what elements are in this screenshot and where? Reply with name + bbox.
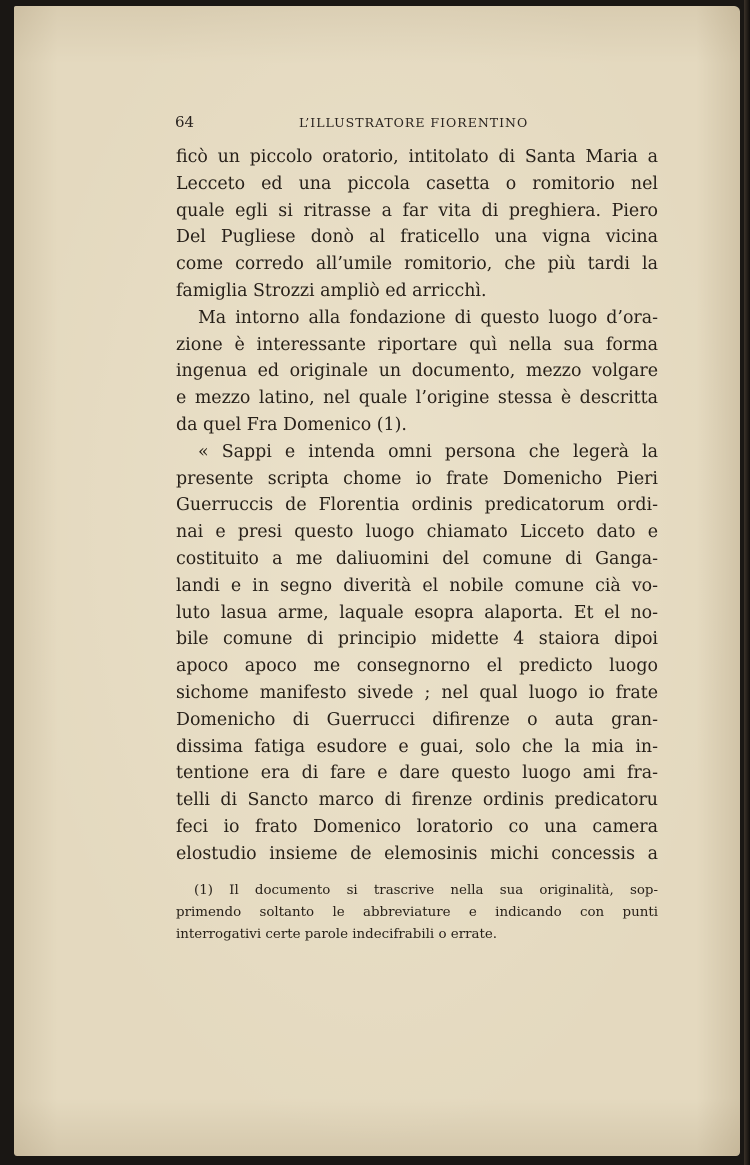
text-line: da quel Fra Domenico (1).: [176, 414, 407, 435]
paragraph-2: [176, 305, 658, 439]
text-line: Del Pugliese donò al fraticello una vigna vicina: [176, 227, 658, 248]
paragraph-3-document-quote: [176, 439, 658, 868]
text-line: apoco apoco me consegnorno el predicto luogo: [176, 656, 658, 677]
text-line: tentione era di fare e dare questo luogo ami fra-: [176, 763, 658, 784]
text-line: « Sappi e intenda omni persona che legerà la: [198, 441, 658, 462]
text-line: sichome manifesto sivede ; nel qual luogo io frate: [176, 682, 658, 703]
page-edge-shadow: [744, 0, 750, 1165]
running-title: L’ILLUSTRATORE FIORENTINO: [299, 115, 529, 130]
text-line: Guerruccis de Florentia ordinis predicatorum ordi-: [176, 495, 658, 516]
text-line: Lecceto ed una piccola casetta o romitorio nel: [176, 173, 658, 194]
footnote-line: (1) Il documento si trascrive nella sua originalità, sop-: [194, 883, 658, 898]
text-line: e mezzo latino, nel quale l’origine stessa è descritta: [176, 388, 658, 409]
text-line: come corredo all’umile romitorio, che più tardi la: [176, 254, 658, 275]
footnote: [176, 880, 658, 946]
text-line: landi e in segno diverità el nobile comune cià vo-: [176, 575, 658, 596]
footnote-line: interrogativi certe parole indecifrabili o errate.: [176, 927, 498, 942]
text-line: quale egli si ritrasse a far vita di preghiera. Piero: [176, 200, 658, 221]
text-line: presente scripta chome io frate Domenicho Pieri: [176, 468, 658, 489]
text-line: dissima fatiga esudore e guai, solo che la mia in-: [176, 736, 658, 757]
text-line: costituito a me daliuomini del comune di Ganga-: [176, 548, 658, 569]
text-line: Domenicho di Guerrucci difirenze o auta gran-: [176, 709, 658, 730]
text-line: nai e presi questo luogo chiamato Licceto dato e: [176, 522, 658, 543]
text-line: luto lasua arme, laquale esopra alaporta. Et el no-: [176, 602, 658, 623]
text-line: elostudio insieme de elemosinis michi concessis a: [176, 843, 658, 864]
body-text: [176, 144, 658, 868]
page-number: 64: [175, 113, 195, 131]
text-line: telli di Sancto marco di firenze ordinis predicatoru: [176, 790, 658, 811]
paragraph-1: [176, 144, 658, 305]
footnote-line: primendo soltanto le abbreviature e indicando con punti: [176, 905, 658, 920]
text-line: feci io frato Domenico loratorio co una camera: [176, 816, 658, 837]
text-line: Ma intorno alla fondazione di questo luogo d’ora-: [198, 307, 658, 328]
text-line: ficò un piccolo oratorio, intitolato di Santa Maria a: [176, 147, 658, 167]
text-line: famiglia Strozzi ampliò ed arricchì.: [176, 280, 487, 301]
text-line: bile comune di principio midette 4 staiora dipoi: [176, 629, 658, 650]
page-header: [175, 113, 535, 135]
text-line: zione è interessante riportare quì nella sua forma: [176, 334, 658, 355]
text-line: ingenua ed originale un documento, mezzo volgare: [176, 361, 658, 382]
